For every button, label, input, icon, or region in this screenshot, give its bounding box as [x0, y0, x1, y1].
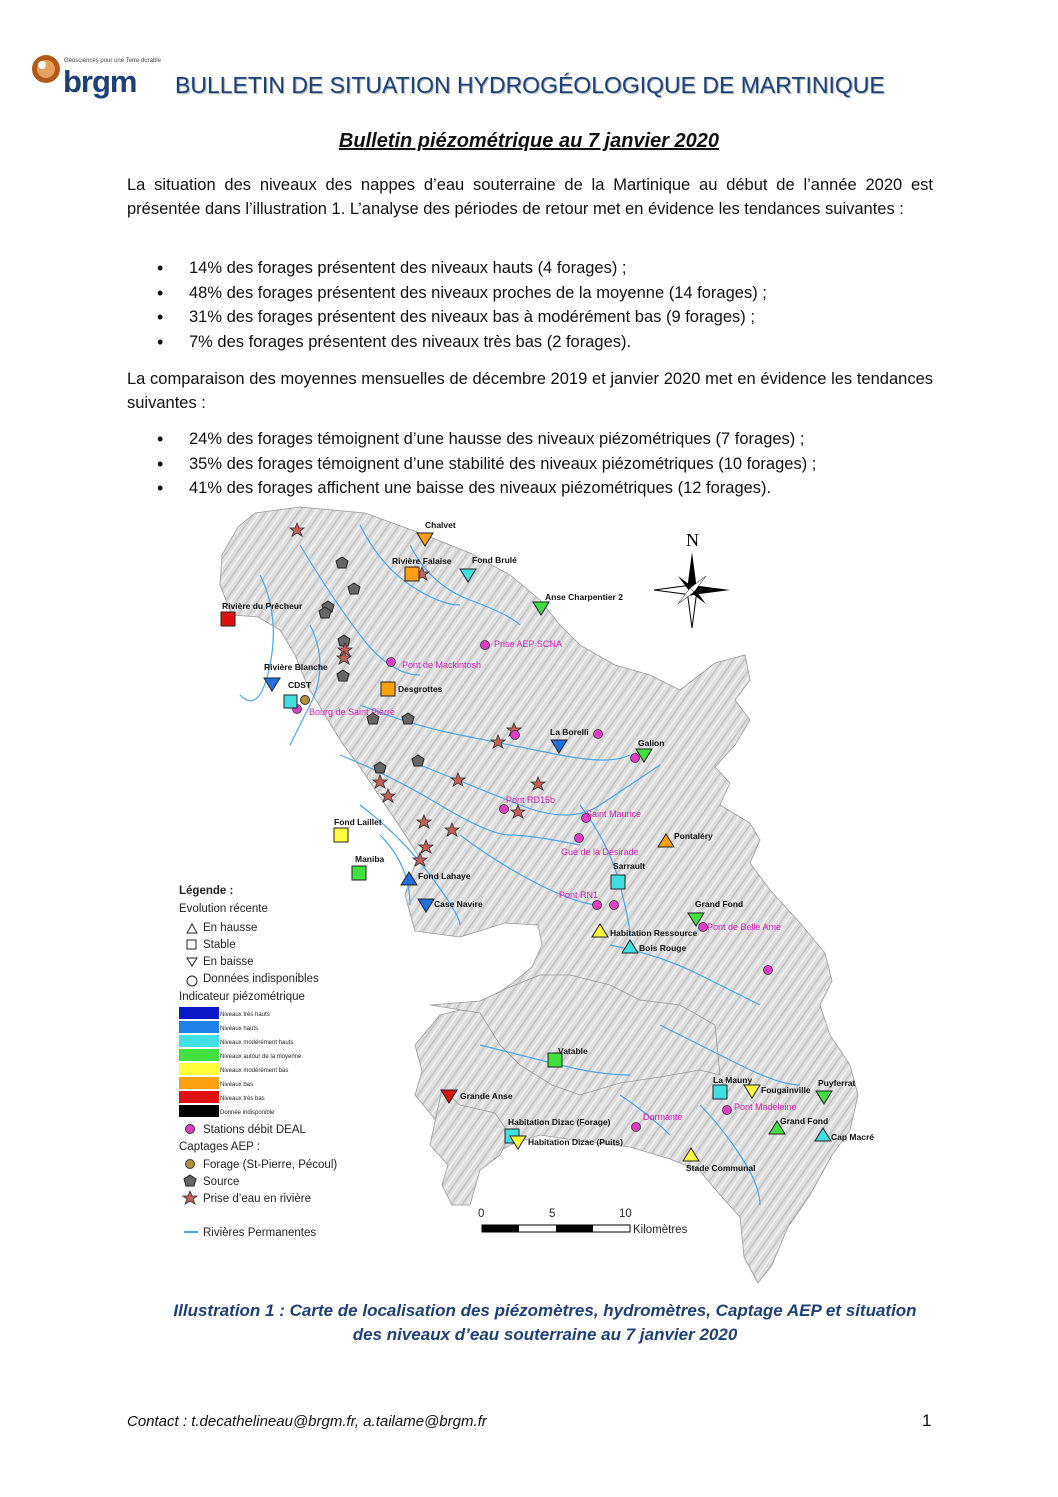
map-legend	[179, 885, 337, 1239]
svg-text:Donnée indisponible: Donnée indisponible	[220, 1110, 275, 1116]
intro-paragraph: La situation des niveaux des nappes d’eau souterraine de la Martinique au début de l’année 2020 est présentée dans l’illustration 1. L’analyse des périodes de retour met en évidence les tendances suivantes :	[127, 176, 933, 218]
svg-text:Source: Source	[203, 1176, 240, 1188]
piezo-riviere-precheur	[221, 612, 235, 626]
svg-text:Captages AEP :: Captages AEP :	[179, 1141, 260, 1153]
piezo-riviere-falaise	[405, 567, 419, 581]
svg-text:Légende :: Légende :	[179, 885, 234, 897]
deal-station-icon	[575, 834, 584, 843]
north-arrow	[654, 530, 730, 628]
svg-text:Habitation Dizac (Puits): Habitation Dizac (Puits)	[528, 1137, 623, 1147]
deal-station-icon	[387, 658, 396, 667]
list-item: • 7% des forages présentent des niveaux très bas (2 forages).	[157, 330, 937, 355]
svg-text:Niveaux très bas: Niveaux très bas	[220, 1096, 265, 1102]
intake-legend-icon	[183, 1191, 197, 1204]
svg-text:Evolution récente: Evolution récente	[179, 903, 268, 915]
svg-text:La Borelli: La Borelli	[550, 727, 589, 737]
figure-caption	[130, 1299, 960, 1347]
piezo-fond-laillet	[334, 828, 348, 842]
deal-station-icon	[631, 754, 640, 763]
caption-line1: Illustration 1 : Carte de localisation des piézomètres, hydromètres, Captage AEP et situation	[173, 1301, 917, 1320]
list-item: • 24% des forages témoignent d’une hausse des niveaux piézométriques (7 forages) ;	[157, 427, 937, 452]
header-title: BULLETIN DE SITUATION HYDROGÉOLOGIQUE DE MARTINIQUE	[175, 72, 885, 98]
martinique-map	[160, 505, 880, 1295]
svg-text:Grand Fond: Grand Fond	[780, 1116, 829, 1126]
svg-text:La Mauny: La Mauny	[713, 1075, 753, 1085]
deal-station-icon	[764, 966, 773, 975]
aep-forage-icon	[301, 696, 310, 705]
svg-text:Données indisponibles: Données indisponibles	[203, 973, 319, 985]
piezo-cdst	[284, 695, 297, 708]
svg-text:En baisse: En baisse	[203, 956, 254, 968]
piezo-sarrault	[611, 875, 625, 889]
svg-text:Chalvet: Chalvet	[425, 520, 456, 530]
svg-text:Desgrottes: Desgrottes	[398, 684, 443, 694]
bulletin-subtitle: Bulletin piézométrique au 7 janvier 2020	[338, 130, 720, 152]
trend-down-icon	[187, 958, 197, 966]
svg-text:Niveaux hauts: Niveaux hauts	[220, 1026, 259, 1032]
piezo-maniba	[352, 866, 366, 880]
deal-station-icon	[723, 1106, 732, 1115]
svg-text:Fougainville: Fougainville	[761, 1085, 811, 1095]
deal-station-icon	[511, 731, 520, 740]
svg-text:Niveaux bas: Niveaux bas	[220, 1082, 254, 1088]
svg-text:Prise AEP SCNA: Prise AEP SCNA	[494, 639, 562, 649]
svg-text:Pontaléry: Pontaléry	[674, 831, 713, 841]
svg-text:Pont de Mackintosh: Pont de Mackintosh	[402, 660, 482, 670]
source-legend-icon	[184, 1175, 196, 1186]
forage-legend-icon	[186, 1160, 195, 1169]
deal-station-icon	[500, 805, 509, 814]
svg-text:Fond Brulé: Fond Brulé	[472, 555, 517, 565]
trend-up-icon	[187, 924, 197, 933]
trend-unavailable-icon	[187, 976, 197, 986]
svg-text:CDST: CDST	[288, 680, 312, 690]
list-item: • 48% des forages présentent des niveaux proches de la moyenne (14 forages) ;	[157, 281, 937, 306]
svg-text:Saint Maurice: Saint Maurice	[586, 809, 642, 819]
svg-text:Case Navire: Case Navire	[434, 899, 483, 909]
svg-text:Maniba: Maniba	[355, 854, 385, 864]
page-number: 1	[922, 1411, 932, 1430]
deal-station-icon	[594, 730, 603, 739]
svg-text:Grande Anse: Grande Anse	[460, 1091, 513, 1101]
svg-text:Pont RN1: Pont RN1	[559, 890, 599, 900]
trend-stable-icon	[187, 940, 196, 949]
svg-text:Niveaux modérément hauts: Niveaux modérément hauts	[220, 1040, 294, 1046]
deal-legend-icon	[186, 1125, 195, 1134]
svg-text:Rivière Blanche: Rivière Blanche	[264, 662, 328, 672]
north-label: N	[686, 530, 699, 550]
return-period-list	[157, 256, 937, 354]
svg-text:Habitation Dizac (Forage): Habitation Dizac (Forage)	[508, 1117, 611, 1127]
logo-word: brgm	[63, 64, 137, 99]
svg-text:Rivière Falaise: Rivière Falaise	[392, 556, 452, 566]
svg-text:Dormante: Dormante	[643, 1112, 683, 1122]
svg-text:Vatable: Vatable	[558, 1046, 588, 1056]
svg-text:Gué de la Désirade: Gué de la Désirade	[561, 847, 639, 857]
svg-text:Habitation Ressource: Habitation Ressource	[610, 928, 698, 938]
deal-station-icon	[593, 901, 602, 910]
svg-text:Pont de Belle Ame: Pont de Belle Ame	[707, 922, 782, 932]
list-item: • 41% des forages affichent une baisse des niveaux piézométriques (12 forages).	[157, 476, 937, 501]
caption-line2: des niveaux d’eau souterraine au 7 janvier 2020	[352, 1325, 738, 1344]
piezo-la-mauny	[713, 1085, 727, 1099]
svg-text:Niveaux autour de la moyenne: Niveaux autour de la moyenne	[220, 1054, 302, 1060]
deal-station-icon	[632, 1123, 641, 1132]
deal-station-icon	[481, 641, 490, 650]
footer-contact: Contact : t.decathelineau@brgm.fr, a.tailame@brgm.fr	[127, 1413, 487, 1430]
svg-text:Rivières Permanentes: Rivières Permanentes	[203, 1227, 317, 1239]
piezo-riviere-blanche	[264, 678, 280, 691]
svg-text:Stade Communal: Stade Communal	[686, 1163, 756, 1173]
svg-text:Fond Laillet: Fond Laillet	[334, 817, 382, 827]
svg-text:Anse Charpentier 2: Anse Charpentier 2	[545, 592, 623, 602]
svg-text:Pont RD15b: Pont RD15b	[506, 795, 556, 805]
comparison-paragraph: La comparaison des moyennes mensuelles de décembre 2019 et janvier 2020 met en évidence les tendances suivantes :	[127, 370, 933, 412]
svg-text:Forage (St-Pierre, Pécoul): Forage (St-Pierre, Pécoul)	[203, 1159, 338, 1171]
comparison-list	[157, 427, 937, 501]
svg-text:Rivière du Prêcheur: Rivière du Prêcheur	[222, 601, 303, 611]
svg-text:Cap Macré: Cap Macré	[831, 1132, 874, 1142]
svg-text:Bourg de Saint Pierre: Bourg de Saint Pierre	[309, 707, 396, 717]
svg-text:0: 0	[478, 1208, 485, 1220]
svg-text:Sarrault: Sarrault	[613, 861, 646, 871]
svg-text:Prise d’eau en rivière: Prise d’eau en rivière	[203, 1193, 312, 1205]
svg-text:Pont Madeleine: Pont Madeleine	[734, 1102, 797, 1112]
svg-text:Galion: Galion	[638, 738, 665, 748]
svg-text:Stations débit DEAL: Stations débit DEAL	[203, 1124, 306, 1136]
svg-text:Niveaux modérément bas: Niveaux modérément bas	[220, 1068, 289, 1074]
list-item: • 31% des forages présentent des niveaux bas à modérément bas (9 forages) ;	[157, 305, 937, 330]
list-item: • 35% des forages témoignent d’une stabilité des niveaux piézométriques (10 forages) ;	[157, 452, 937, 477]
svg-text:Puyferrat: Puyferrat	[818, 1078, 856, 1088]
svg-text:Fond Lahaye: Fond Lahaye	[418, 871, 471, 881]
svg-text:Kilomètres: Kilomètres	[633, 1224, 688, 1236]
svg-text:5: 5	[549, 1208, 556, 1220]
piezo-desgrottes	[381, 682, 395, 696]
svg-text:En hausse: En hausse	[203, 922, 258, 934]
indicator-swatches	[179, 1007, 219, 1117]
scale-bar	[478, 1208, 688, 1236]
svg-text:Stable: Stable	[203, 939, 236, 951]
svg-text:10: 10	[619, 1208, 632, 1220]
deal-station-icon	[610, 901, 619, 910]
svg-text:Grand Fond: Grand Fond	[695, 899, 744, 909]
svg-text:Niveaux très hauts: Niveaux très hauts	[220, 1012, 270, 1018]
svg-text:Bois Rouge: Bois Rouge	[639, 943, 687, 953]
list-item: • 14% des forages présentent des niveaux hauts (4 forages) ;	[157, 256, 937, 281]
logo-tagline: Géosciences pour une Terre durable	[64, 58, 161, 64]
svg-text:Indicateur piézométrique: Indicateur piézométrique	[179, 991, 305, 1003]
